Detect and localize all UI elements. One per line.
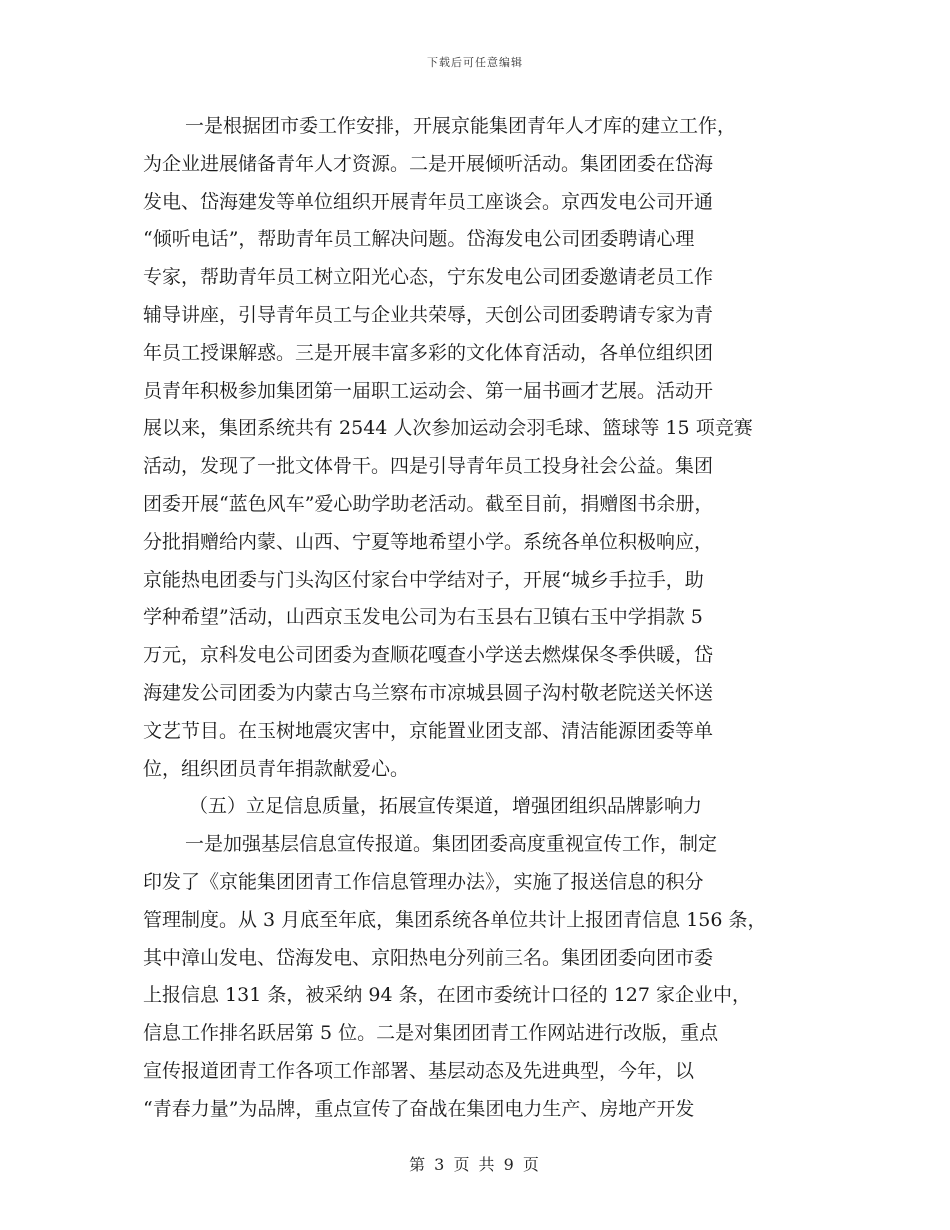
body-line: “青春力量”为品牌，重点宣传了奋战在集团电力生产、房地产开发 — [143, 1097, 695, 1120]
body-line: “倾听电话”，帮助青年员工解决问题。岱海发电公司团委聘请心理 — [143, 228, 695, 251]
body-line: 年员工授课解惑。三是开展丰富多彩的文化体育活动，各单位组织团 — [143, 341, 714, 364]
body-line: 辅导讲座，引导青年员工与企业共荣辱，天创公司团委聘请专家为青 — [143, 303, 714, 326]
body-line: 专家，帮助青年员工树立阳光心态，宁东发电公司团委邀请老员工作 — [143, 266, 714, 289]
page-header: 下载后可任意编辑 — [427, 56, 523, 69]
body-line: 万元，京科发电公司团委为查顺花嘎查小学送去燃煤保冬季供暖，岱 — [143, 644, 714, 667]
body-line: 上报信息 131 条，被采纳 94 条，在团市委统计口径的 127 家企业中， — [143, 984, 751, 1007]
body-line: 学种希望”活动，山西京玉发电公司为右玉县右卫镇右玉中学捐款 5 — [143, 606, 703, 629]
section-heading: （五）立足信息质量，拓展宣传渠道，增强团组织品牌影响力 — [189, 795, 703, 818]
body-line: 京能热电团委与门头沟区付家台中学结对子，开展“城乡手拉手，助 — [143, 568, 704, 591]
body-line: 员青年积极参加集团第一届职工运动会、第一届书画才艺展。活动开 — [143, 379, 714, 402]
body-line: 宣传报道团青工作各项工作部署、基层动态及先进典型，今年，以 — [143, 1059, 695, 1082]
body-line: 其中漳山发电、岱海发电、京阳热电分列前三名。集团团委向团市委 — [143, 946, 714, 969]
page-number: 第 3 页 共 9 页 — [409, 1155, 541, 1174]
body-line: 团委开展“蓝色风车”爱心助学助老活动。截至目前，捐赠图书余册， — [143, 492, 714, 515]
body-line: 位，组织团员青年捐款献爱心。 — [143, 757, 410, 780]
body-line: 发电、岱海建发等单位组织开展青年员工座谈会。京西发电公司开通 — [143, 190, 714, 213]
body-line: 为企业进展储备青年人才资源。二是开展倾听活动。集团团委在岱海 — [143, 152, 714, 175]
body-line: 一是加强基层信息宣传报道。集团团委高度重视宣传工作，制定 — [185, 833, 718, 856]
document-body — [143, 108, 828, 1129]
body-line: 信息工作排名跃居第 5 位。二是对集团团青工作网站进行改版，重点 — [143, 1022, 719, 1045]
body-line: 一是根据团市委工作安排，开展京能集团青年人才库的建立工作， — [185, 115, 737, 137]
body-line: 文艺节目。在玉树地震灾害中，京能置业团支部、清洁能源团委等单 — [143, 719, 714, 742]
body-line: 分批捐赠给内蒙、山西、宁夏等地希望小学。系统各单位积极响应， — [143, 530, 714, 553]
body-line: 展以来，集团系统共有 2544 人次参加运动会羽毛球、篮球等 15 项竞赛 — [143, 417, 753, 440]
body-line: 海建发公司团委为内蒙古乌兰察布市凉城县圆子沟村敬老院送关怀送 — [143, 681, 714, 704]
body-line: 印发了《京能集团团青工作信息管理办法》，实施了报送信息的积分 — [143, 870, 704, 893]
body-line: 管理制度。从 3 月底至年底，集团系统各单位共计上报团青信息 156 条， — [143, 908, 767, 931]
body-line: 活动，发现了一批文体骨干。四是引导青年员工投身社会公益。集团 — [143, 455, 714, 478]
